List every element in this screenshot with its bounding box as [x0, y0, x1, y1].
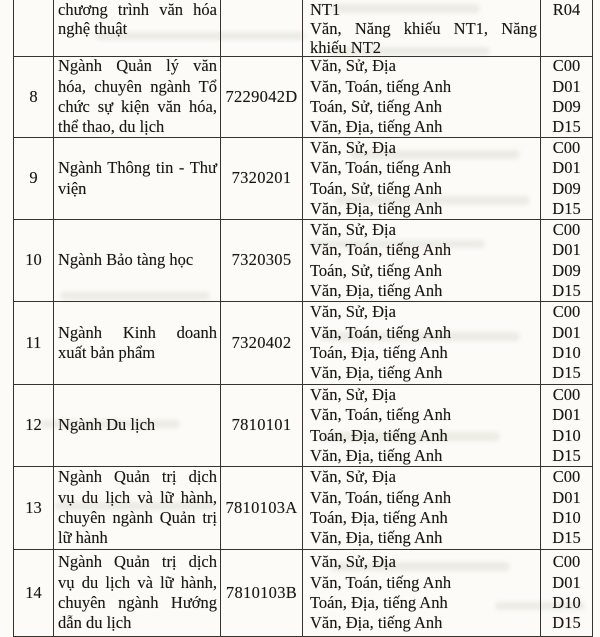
combination-code: D10 — [552, 508, 581, 527]
combination-code: D15 — [552, 363, 581, 383]
row-number: 9 — [29, 168, 38, 188]
subject-combination-cell — [303, 220, 541, 302]
major-code-cell — [221, 550, 303, 637]
major-code-cell — [221, 385, 303, 467]
row-number-cell — [14, 385, 54, 467]
combination-code: D10 — [552, 425, 581, 445]
combination-code: D01 — [552, 240, 581, 260]
combination-line: Văn, Toán, tiếng Anh — [310, 76, 452, 96]
combination-code: D15 — [552, 528, 581, 548]
major-name-line: chuyên ngành Hướng — [58, 593, 217, 612]
combination-code-cell — [541, 302, 593, 385]
major-name-cell — [54, 385, 221, 467]
combination-line: Văn, Sử, Địa — [310, 552, 396, 572]
combination-line: Văn, Địa, tiếng Anh — [310, 117, 443, 137]
major-name-cell — [54, 467, 221, 550]
combination-line: Toán, Địa, tiếng Anh — [310, 508, 448, 527]
combination-code: D01 — [552, 572, 581, 592]
subject-combination-cell — [303, 550, 541, 637]
major-name-line: chức sự kiện văn hóa, — [58, 97, 217, 116]
subject-combination-cell — [303, 302, 541, 385]
major-code-cell — [221, 467, 303, 550]
major-name-line: vụ du lịch và lữ hành, — [58, 572, 217, 592]
combination-code: D10 — [552, 343, 581, 362]
combination-line: Văn, Năng khiếu NT1, Năng — [310, 19, 537, 39]
major-code: 7810101 — [231, 415, 292, 435]
combination-line: Văn, Địa, tiếng Anh — [310, 528, 443, 548]
row-number-cell — [14, 220, 54, 302]
combination-code: D15 — [552, 117, 581, 137]
major-name-cell — [54, 0, 221, 57]
admissions-table — [13, 0, 593, 637]
combination-line: Văn, Toán, tiếng Anh — [310, 572, 452, 592]
major-name-line: lữ hành — [58, 528, 108, 548]
combination-line: Toán, Địa, tiếng Anh — [310, 593, 448, 612]
combination-line: Văn, Địa, tiếng Anh — [310, 198, 443, 218]
combination-code: D09 — [552, 260, 581, 280]
combination-code: D15 — [552, 280, 581, 300]
combination-code-cell — [541, 550, 593, 637]
combination-code: D09 — [552, 97, 581, 116]
major-name-line: chương trình văn hóa — [58, 0, 217, 19]
row-number: 8 — [29, 86, 38, 106]
combination-code: C00 — [552, 57, 581, 76]
major-name-line: Ngành Kinh doanh — [58, 322, 217, 342]
major-code: 7320201 — [231, 168, 292, 188]
combination-code: D09 — [552, 178, 581, 198]
combination-code: C00 — [552, 220, 581, 239]
combination-line: Văn, Sử, Địa — [310, 138, 396, 157]
subject-combination-cell — [303, 57, 541, 138]
row-number: 13 — [25, 497, 42, 517]
major-name-cell — [54, 57, 221, 138]
row-number-cell — [14, 302, 54, 385]
combination-code: D15 — [552, 445, 581, 465]
major-code-cell — [221, 57, 303, 138]
major-name-line: Ngành Quản lý văn — [58, 57, 217, 76]
row-number: 14 — [25, 582, 42, 602]
major-name-line: vụ du lịch và lữ hành, — [58, 487, 217, 507]
combination-line: Toán, Sử, tiếng Anh — [310, 260, 442, 280]
combination-code: D15 — [552, 198, 581, 218]
major-name-cell — [54, 302, 221, 385]
combination-code-cell — [541, 467, 593, 550]
combination-line: Văn, Toán, tiếng Anh — [310, 322, 452, 342]
combination-line: Văn, Sử, Địa — [310, 385, 396, 404]
major-name-line: Ngành Du lịch — [58, 415, 156, 435]
combination-line: Văn, Sử, Địa — [310, 57, 396, 76]
combination-line: Văn, Địa, tiếng Anh — [310, 280, 443, 300]
combination-code-cell — [541, 57, 593, 138]
major-code: 7320305 — [231, 250, 292, 270]
combination-code: D01 — [552, 322, 581, 342]
combination-code: C00 — [552, 467, 581, 487]
subject-combination-cell — [303, 0, 541, 57]
combination-line: Văn, Sử, Địa — [310, 220, 396, 239]
combination-line: Toán, Sử, tiếng Anh — [310, 178, 442, 198]
major-name-line: viện — [58, 178, 87, 198]
combination-line: Toán, Sử, tiếng Anh — [310, 97, 442, 116]
combination-line: Văn, Toán, tiếng Anh — [310, 405, 452, 425]
combination-line: Văn, Địa, tiếng Anh — [310, 363, 443, 383]
row-number: 10 — [25, 250, 42, 270]
combination-line: Văn, Sử, Địa — [310, 467, 396, 487]
row-number-cell — [14, 57, 54, 138]
combination-code: D01 — [552, 76, 581, 96]
combination-code: C00 — [552, 385, 581, 404]
major-code: 7810103B — [225, 582, 298, 602]
combination-line: Văn, Toán, tiếng Anh — [310, 158, 452, 178]
major-code: 7320402 — [231, 332, 292, 352]
major-name-line: nghệ thuật — [58, 19, 128, 39]
combination-line: Toán, Địa, tiếng Anh — [310, 343, 448, 362]
subject-combination-cell — [303, 467, 541, 550]
row-number-cell — [14, 0, 54, 57]
major-name-cell — [54, 138, 221, 220]
major-name-line: xuất bản phẩm — [58, 343, 156, 362]
combination-code: C00 — [552, 138, 581, 157]
combination-code: D01 — [552, 158, 581, 178]
combination-code-cell — [541, 220, 593, 302]
row-number-cell — [14, 138, 54, 220]
major-name-cell — [54, 550, 221, 637]
combination-code: D01 — [552, 487, 581, 507]
combination-line: Văn, Toán, tiếng Anh — [310, 240, 452, 260]
subject-combination-cell — [303, 385, 541, 467]
row-number-cell — [14, 550, 54, 637]
major-name-line: Ngành Thông tin - Thư — [58, 158, 217, 178]
major-name-line: hóa, chuyên ngành Tổ — [58, 76, 217, 96]
major-name-line: Ngành Bảo tàng học — [58, 250, 194, 270]
combination-line: Văn, Địa, tiếng Anh — [310, 445, 443, 465]
combination-code: C00 — [552, 302, 581, 322]
row-number: 11 — [25, 332, 42, 352]
major-code: 7810103A — [225, 497, 298, 517]
major-name-line: Ngành Quản trị dịch — [58, 552, 217, 572]
combination-line: khiếu NT2 — [310, 38, 382, 57]
combination-code: D01 — [552, 405, 581, 425]
combination-code-cell — [541, 385, 593, 467]
combination-code: R04 — [552, 0, 581, 19]
major-code-cell — [221, 302, 303, 385]
major-name-line: chuyên ngành Quản trị — [58, 508, 217, 527]
combination-code: C00 — [552, 552, 581, 572]
row-number: 12 — [25, 415, 42, 435]
subject-combination-cell — [303, 138, 541, 220]
major-name-line: Ngành Quản trị dịch — [58, 467, 217, 487]
major-code-cell — [221, 220, 303, 302]
combination-code-cell — [541, 138, 593, 220]
combination-line: Văn, Toán, tiếng Anh — [310, 487, 452, 507]
combination-code-cell — [541, 0, 593, 57]
major-name-line: thể thao, du lịch — [58, 117, 165, 137]
major-name-line: dẫn du lịch — [58, 613, 132, 633]
combination-line: NT1 — [310, 0, 341, 19]
major-name-cell — [54, 220, 221, 302]
major-code: 7229042D — [225, 86, 298, 106]
combination-code: D15 — [552, 613, 581, 633]
major-code-cell — [221, 138, 303, 220]
combination-line: Văn, Địa, tiếng Anh — [310, 613, 443, 633]
row-number-cell — [14, 467, 54, 550]
combination-line: Văn, Sử, Địa — [310, 302, 396, 322]
combination-line: Toán, Địa, tiếng Anh — [310, 425, 448, 445]
major-code-cell — [221, 0, 303, 57]
combination-code: D10 — [552, 593, 581, 612]
